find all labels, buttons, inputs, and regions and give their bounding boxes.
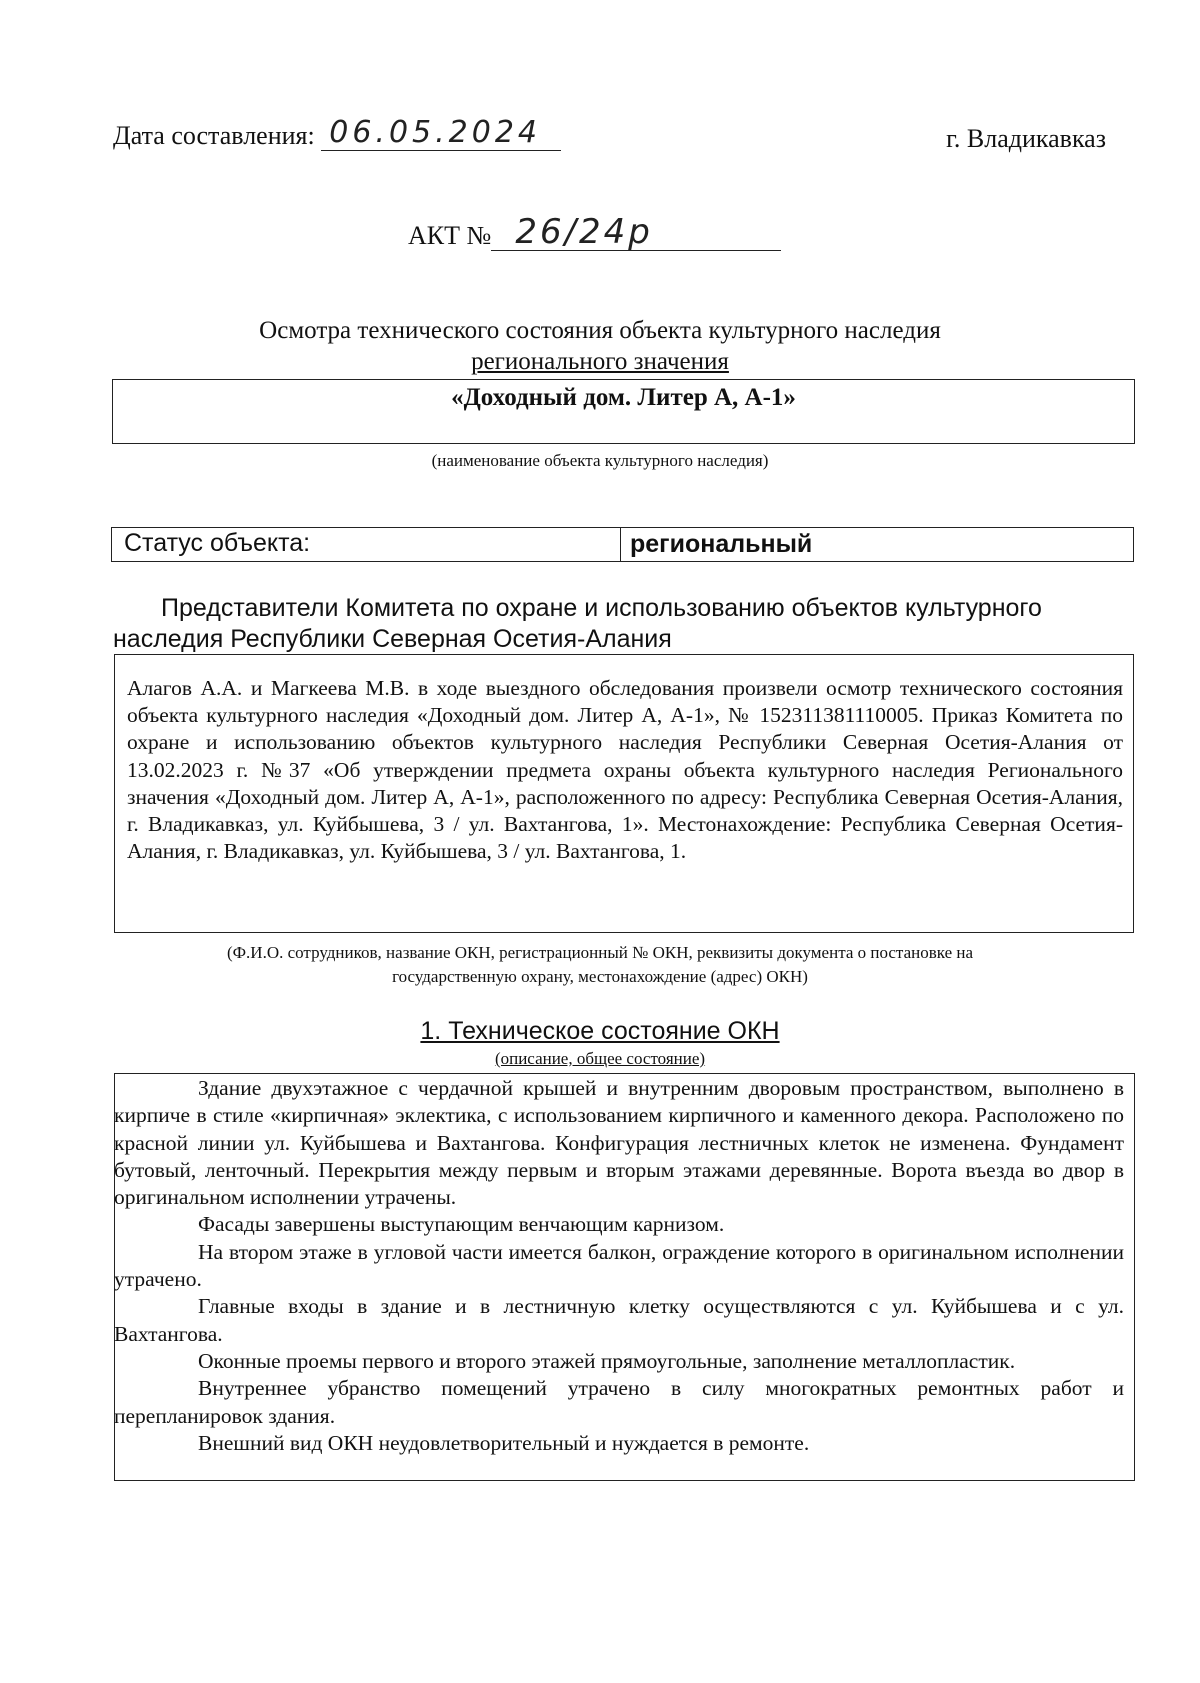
act-number-row	[408, 212, 781, 252]
representatives-heading-line2: наследия Республики Северная Осетия-Алания	[113, 625, 672, 653]
act-number-field	[491, 212, 781, 252]
status-label: Статус объекта:	[124, 529, 311, 557]
representatives-heading-line1: Представители Комитета по охране и использованию объектов культурного	[161, 594, 1042, 622]
date-row	[113, 115, 561, 151]
technical-state-text	[114, 1075, 1124, 1457]
representatives-caption	[0, 941, 1200, 989]
paragraph: Фасады завершены выступающим венчающим карнизом.	[198, 1212, 725, 1237]
section-caption: (описание, общее состояние)	[494, 1049, 706, 1068]
subtitle-line1: Осмотра технического состояния объекта культурного наследия	[259, 317, 941, 344]
status-divider	[620, 527, 621, 562]
act-label: АКТ №	[408, 221, 492, 250]
document-subtitle	[0, 315, 1200, 377]
representatives-body: Алагов А.А. и Магкеева М.В. в ходе выездного обследования произвели осмотр технического состояния объекта культурного наследия «Доходный дом. Литер А, А-1», № 152311381110005. Приказ Комитета по охране и использованию объектов культурного наследия Республики Северная Осетия-Алания от 13.02.2023 г. №37 «Об утверждении предмета охраны объекта культурного наследия Регионального значения «Доходный дом. Литер А, А-1», расположенного по адресу: Республика Северная Осетия-Алания, г. Владикавказ, ул. Куйбышева, 3 / ул. Вахтангова, 1». Местонахождение: Республика Северная Осетия-Алания, г. Владикавказ, ул. Куйбышева, 3 / ул. Вахтангова, 1.	[127, 676, 1123, 864]
date-field	[321, 115, 561, 151]
city: г. Владикавказ	[946, 124, 1106, 153]
paragraph: Оконные проемы первого и второго этажей прямоугольные, заполнение металлопластик.	[198, 1348, 1016, 1373]
paragraph: Внешний вид ОКН неудовлетворительный и нуждается в ремонте.	[198, 1430, 810, 1455]
status-value: региональный	[630, 530, 813, 558]
paragraph: На втором этаже в угловой части имеется балкон, ограждение которого в оригинальном исполнении утрачено.	[114, 1239, 1124, 1292]
paragraph: Здание двухэтажное с чердачной крышей и внутренним дворовым пространством, выполнено в кирпиче в стиле «кирпичная» эклектика, с использованием кирпичного и каменного декора. Расположено по красной линии ул. Куйбышева и Вахтангова. Конфигурация лестничных клеток не изменена. Фундамент бутовый, ленточный. Перекрытия между первым и вторым этажами деревянные. Ворота въезда во двор в оригинальном исполнении утрачены.	[114, 1076, 1124, 1210]
object-name: «Доходный дом. Литер А, А-1»	[451, 384, 796, 411]
paragraph: Внутреннее убранство помещений утрачено в силу многократных ремонтных работ и перепланировок здания.	[114, 1376, 1124, 1428]
representatives-caption-line1: (Ф.И.О. сотрудников, название ОКН, регистрационный № ОКН, реквизиты документа о постановке на	[226, 943, 974, 962]
date-value: 06.05.2024	[329, 115, 542, 150]
representatives-caption-line2: государственную охрану, местонахождение (адрес) ОКН)	[392, 967, 808, 986]
paragraph: Главные входы в здание и в лестничную клетку осуществляются с ул. Куйбышева и с ул. Вахтангова.	[114, 1294, 1124, 1346]
subtitle-line2: регионального значения	[471, 348, 729, 375]
section-title: 1. Техническое состояние ОКН	[420, 1017, 780, 1045]
act-number: 26/24р	[515, 212, 653, 252]
representatives-heading	[113, 593, 1133, 655]
object-name-caption: (наименование объекта культурного наследия)	[431, 451, 769, 470]
date-label: Дата составления:	[113, 121, 315, 150]
